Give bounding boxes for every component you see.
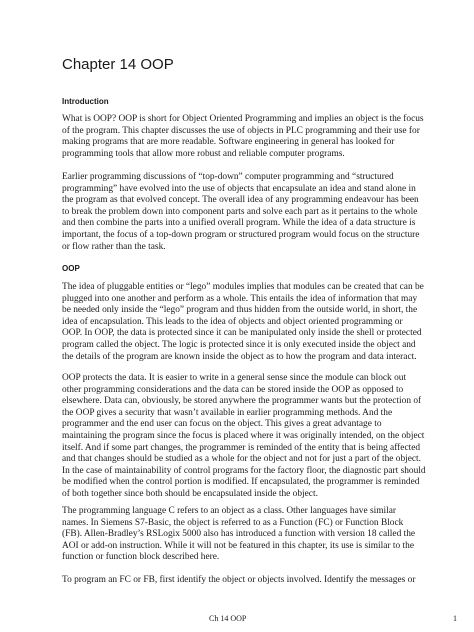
text-line: (FB). Allen-Bradley’s RSLogix 5000 also has introduced a function with version 18 called the xyxy=(62,529,416,540)
text-line: the OOP gives a security that wasn’t available in earlier programming methods. And the xyxy=(62,407,393,418)
text-line: idea of encapsulation. This leads to the idea of objects and object oriented programming or xyxy=(62,316,403,327)
text-line: To program an FC or FB, first identify the object or objects involved. Identify the messages or xyxy=(62,575,416,585)
text-line: OOP. In OOP, the data is protected since it can be manipulated only inside the shell or protected xyxy=(62,328,422,339)
text-line: plugged into one another and perform as a whole. This entails the idea of information that may xyxy=(62,293,418,304)
paragraph-intro-1 xyxy=(62,114,422,160)
text-line: Earlier programming discussions of “top-down” computer programming and “structured xyxy=(62,172,394,182)
section-heading-oop: OOP xyxy=(62,264,80,273)
text-line: programmer and the end user can focus on the object. This gives a great advantage to xyxy=(62,419,382,430)
paragraph-intro-2 xyxy=(62,172,422,253)
text-line: important, the focus of a top-down program or structured program would focus on the structure xyxy=(62,229,420,240)
text-line: program called the object. The logic is protected since it is only executed inside the object and xyxy=(62,339,416,350)
text-line: the program as that evolved concept. The overall idea of any programming endeavour has been xyxy=(62,195,419,206)
paragraph-oop-4 xyxy=(62,575,422,587)
text-line: programming tools that allow more robust and reliable computer programs. xyxy=(62,148,345,159)
text-line: other programming considerations and the data can be stored inside the OOP as opposed to xyxy=(62,384,404,395)
text-line: What is OOP? OOP is short for Object Oriented Programming and implies an object is the focus xyxy=(62,114,424,124)
text-line: names. In Siemens S7-Basic, the object is referred to as a Function (FC) or Function Block xyxy=(62,517,404,528)
paragraph-oop-3 xyxy=(62,506,422,564)
text-line: OOP protects the data. It is easier to write in a general sense since the module can block out xyxy=(62,373,407,383)
text-line: maintaining the program since the focus is placed where it was originally intended, on the object xyxy=(62,430,425,441)
text-line: or flow rather than the task. xyxy=(62,241,166,252)
text-line: The idea of pluggable entities or “lego” modules implies that modules can be created that can be xyxy=(62,282,424,292)
text-line: In the case of maintainability of control programs for the factory floor, the diagnostic part should xyxy=(62,465,426,476)
text-line: to break the problem down into component parts and solve each part as it pertains to the whole xyxy=(62,206,418,217)
chapter-title: Chapter 14 OOP xyxy=(62,56,174,73)
text-line: itself. And if some part changes, the programmer is reminded of the entity that is being affected xyxy=(62,442,421,453)
text-line: programming” have evolved into the use of objects that encapsulate an idea and stand alone in xyxy=(62,183,416,194)
text-line: be needed only inside the “lego” program and thus hidden from the outside world, in short, the xyxy=(62,305,418,316)
text-line: the details of the program are known inside the object as to how the program and data interact. xyxy=(62,351,417,362)
text-line: making programs that are more readable. Software engineering in general has looked for xyxy=(62,137,395,148)
text-line: of both together since both should be encapsulated inside the object. xyxy=(62,488,318,499)
paragraph-oop-1 xyxy=(62,282,422,363)
text-line: of the program. This chapter discusses the use of objects in PLC programming and their use for xyxy=(62,125,420,136)
text-line: be modified when the control portion is modified. If encapsulated, the programmer is reminded xyxy=(62,477,420,488)
text-line: AOI or add-on instruction. While it will not be featured in this chapter, its use is similar to the xyxy=(62,540,414,551)
text-line: The programming language C refers to an object as a class. Other languages have similar xyxy=(62,506,396,516)
text-line: elsewhere. Data can, obviously, be stored anywhere the programmer wants but the protection of xyxy=(62,396,422,407)
paragraph-oop-2 xyxy=(62,373,426,501)
text-line: and that changes should be studied as a whole for the object and not for just a part of the object. xyxy=(62,454,422,465)
text-line: and then combine the parts into a unified overall program. While the idea of a data structure is xyxy=(62,218,416,229)
section-heading-introduction: Introduction xyxy=(62,97,109,106)
text-line: function or function block described here. xyxy=(62,552,220,563)
footer-chapter-label: Ch 14 OOP xyxy=(209,614,247,623)
footer-page-number: 1 xyxy=(453,614,457,623)
